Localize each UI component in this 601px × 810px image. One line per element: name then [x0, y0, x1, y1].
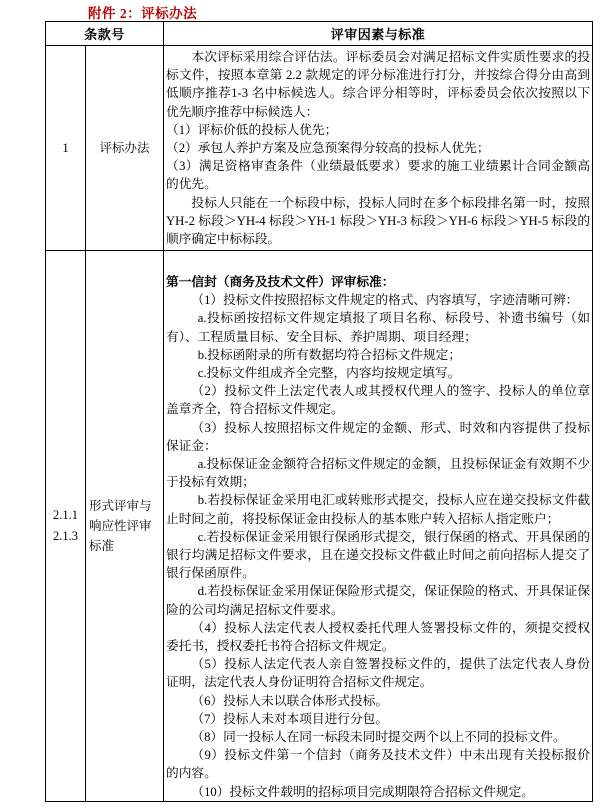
clause-name-text: 评标办法 [99, 141, 150, 155]
paragraph-line: （6）投标人未以联合体形式投标。 [191, 693, 389, 708]
page-title: 附件 2：评标办法 [88, 6, 198, 21]
paragraph-line: a.投标函按招标文件规定填报了项目名称、标段号、补遗书编号（如有）、工程质量目标、安全目标、养护周期、项目经理； [166, 311, 591, 344]
paragraph-line: c.投标文件组成齐全完整，内容均按规定填写。 [197, 366, 461, 381]
clause-name-text: 形式评审与响应性评审标准 [89, 499, 152, 553]
clause-number-cell [46, 46, 86, 251]
clause-name-cell [86, 46, 164, 251]
paragraph-line: （7）投标人未对本项目进行分包。 [191, 711, 389, 726]
paragraph-line: （2）投标文件上法定代表人或其授权代理人的签字、投标人的单位章盖章齐全，符合招标文件规定。 [166, 384, 591, 417]
paragraph-line: 本次评标采用综合评估法。评标委员会对满足招标文件实质性要求的投标文件，按照本章第 2.2 款规定的评分标准进行打分，并按综合得分由高到低顺序推荐1-3 名中标候选人。综合评分相等时，评标委员会依次按照以下优先顺序推荐中标候选人： [166, 50, 591, 119]
criteria-content-cell [164, 46, 593, 251]
evaluation-criteria-table [45, 21, 593, 802]
table-header-row [46, 22, 593, 46]
paragraph-line: 第一信封（商务及技术文件）评审标准： [166, 275, 395, 289]
column-header-criteria: 评审因素与标准 [164, 22, 593, 46]
paragraph-line: c.若投标保证金采用银行保函形式提交，银行保函的格式、开具保函的银行均满足招标文件要求，且在递交投标文件截止时间之前向招标人提交了银行保函原件。 [166, 529, 591, 581]
paragraph-line: （1）投标文件按照招标文件规定的格式、内容填写，字迹清晰可辨： [191, 293, 579, 308]
paragraph-line: 2.1.3 [53, 529, 78, 543]
paragraph-line: （4）投标人法定代表人授权委托代理人签署投标文件的，须提交授权委托书，授权委托书符合招标文件规定。 [166, 620, 591, 654]
paragraph-line: b.若投标保证金采用电汇或转账形式提交，投标人应在递交投标文件截止时间之前，将投标保证金由投标人的基本账户转入招标人指定账户； [166, 493, 591, 526]
clause-name-cell [86, 251, 164, 802]
paragraph-line: （1）评标价低的投标人优先； [166, 122, 338, 137]
paragraph-line: 1 [62, 140, 69, 155]
paragraph-line: 2.1.1 [53, 508, 78, 522]
column-header-clause-number: 条款号 [46, 22, 164, 46]
table-row-evaluation-method [46, 46, 593, 251]
paragraph-line: （10）投标文件载明的招标项目完成期限符合招标文件规定。 [191, 784, 534, 799]
paragraph-line: （5）投标人法定代表人亲自签署投标文件的，提供了法定代表人身份证明，法定代表人身份证明符合招标文件规定。 [166, 657, 591, 690]
criteria-content-cell [164, 251, 593, 802]
paragraph-line: d.若投标保证金采用保证保险形式提交，保证保险的格式、开具保证保险的公司均满足招标文件要求。 [166, 584, 591, 617]
paragraph-line: （8）同一投标人在同一标段未同时提交两个以上不同的投标文件。 [191, 730, 566, 745]
paragraph-line: （3）投标人按照招标文件规定的金额、形式、时效和内容提供了投标保证金： [166, 420, 591, 453]
paragraph-line: 投标人只能在一个标段中标，投标人同时在多个标段排名第一时，按照YH-2 标段＞YH-4 标段＞YH-1 标段＞YH-3 标段＞YH-6 标段＞YH-5 标段的顺序确定中标标段。 [166, 195, 591, 247]
paragraph-line: a.投标保证金金额符合招标文件规定的金额，且投标保证金有效期不少于投标有效期； [166, 457, 591, 490]
paragraph-line: （2）承包人养护方案及应急预案得分较高的投标人优先； [166, 141, 490, 156]
paragraph-line: （9）投标文件第一个信封（商务及技术文件）中未出现有关投标报价的内容。 [166, 748, 591, 781]
clause-number-cell [46, 251, 86, 802]
paragraph-line: b.投标函附录的所有数据均符合招标文件规定； [197, 347, 462, 362]
paragraph-line: （3）满足资格审查条件（业绩最低要求）要求的施工业绩累计合同金额高的优先。 [166, 159, 591, 192]
table-row-formal-responsiveness-review [46, 251, 593, 802]
